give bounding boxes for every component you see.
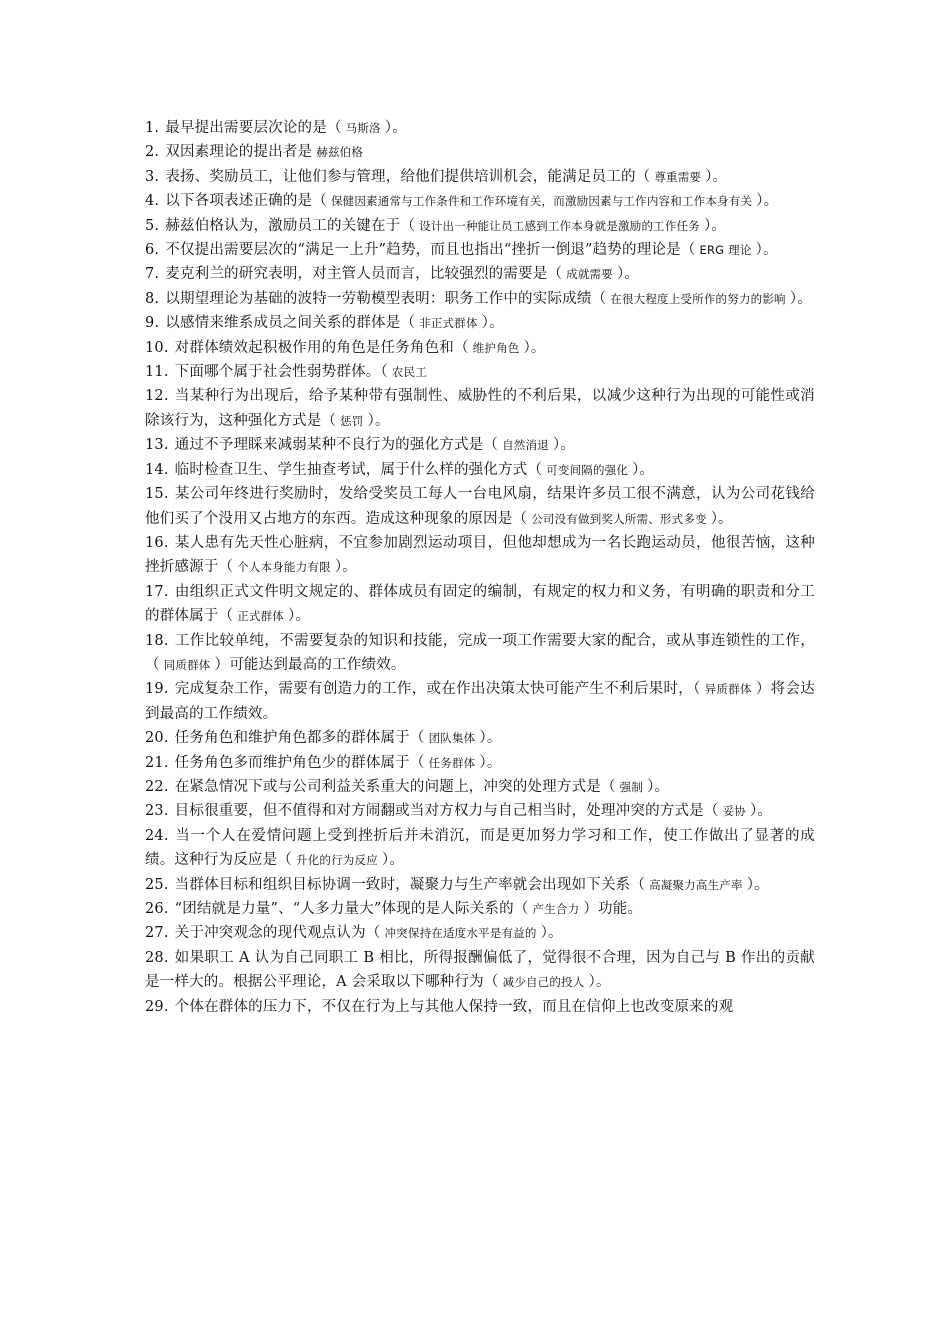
- question-stem: 关于冲突观念的现代观点认为（: [174, 925, 381, 942]
- question-tail: ）。: [705, 168, 728, 185]
- question-stem: 某公司年终进行奖励时，发给受奖员工每人一台电风扇，结果许多员工很不满意，认为公司花钱给他们买了个没用又占地方的东西。造成这种现象的原因是（: [145, 486, 815, 527]
- question-stem: 当一个人在爱情问题上受到挫折后并未消沉，而是更加努力学习和工作，使工作做出了显著的成绩。这种行为反应是（: [145, 827, 815, 869]
- answer-text: 任务群体: [428, 755, 476, 770]
- question-item: [145, 677, 815, 726]
- question-item: [145, 726, 815, 750]
- question-tail: ）。: [632, 461, 655, 478]
- question-item: [145, 336, 815, 360]
- question-stem: 不仅提出需要层次的“满足一上升”趋势，而且也指出“挫折一倒退”趋势的理论是（: [165, 242, 696, 259]
- question-item: [145, 580, 815, 629]
- question-number: 3.: [145, 168, 160, 185]
- answer-text: 农民工: [391, 365, 428, 380]
- answer-text: 赫兹伯格: [316, 145, 364, 160]
- question-item: [145, 531, 815, 580]
- answer-text: 高凝聚力高生产率: [649, 877, 743, 892]
- question-stem: 个体在群体的压力下，不仅在行为上与其他人保持一致，而且在信仰上也改变原来的观: [174, 998, 734, 1015]
- question-stem: 目标很重要，但不值得和对方闹翻或当对方权力与自己相当时，处理冲突的方式是（: [174, 803, 719, 820]
- question-tail: ）。: [481, 315, 504, 332]
- answer-text: 公司没有做到奖人所需、形式多变: [531, 511, 707, 526]
- question-tail: ）。: [789, 290, 812, 307]
- question-tail: ）。: [479, 754, 502, 771]
- question-item: [145, 458, 815, 482]
- question-number: 27.: [145, 925, 169, 942]
- question-item: [145, 629, 815, 678]
- question-item: [145, 238, 815, 262]
- question-stem: 由组织正式文件明文规定的、群体成员有固定的编制，有规定的权力和义务，有明确的职责和分工的群体属于（: [145, 583, 815, 625]
- question-item: [145, 799, 815, 823]
- question-tail: ）。: [746, 876, 769, 893]
- answer-text: 尊重需要: [654, 169, 702, 184]
- question-item: [145, 751, 815, 775]
- answer-text: 设计出一种能让员工感到工作本身就是激励的工作任务: [419, 218, 700, 233]
- question-number: 7.: [145, 266, 160, 283]
- answer-text: 异质群体: [704, 682, 752, 697]
- question-item: [145, 897, 815, 921]
- question-tail: ）将会达到最高的工作绩效。: [145, 681, 815, 722]
- question-tail: ）。: [479, 730, 502, 747]
- question-number: 18.: [145, 632, 169, 649]
- question-number: 9.: [145, 315, 160, 332]
- answer-text: 保健因素通常与工作条件和工作环境有关，而激励因素与工作内容和工作本身有关: [330, 194, 753, 209]
- question-number: 21.: [145, 754, 169, 771]
- answer-text: 马斯洛: [345, 121, 381, 135]
- question-item: [145, 995, 815, 1019]
- question-number: 19.: [145, 681, 169, 698]
- answer-text: 减少自己的投人: [502, 975, 585, 990]
- question-item: [145, 873, 815, 897]
- question-item: [145, 921, 815, 945]
- question-number: 14.: [145, 461, 169, 478]
- question-number: 24.: [145, 827, 169, 844]
- question-tail: ）。: [552, 437, 576, 454]
- question-tail: ）。: [540, 925, 563, 942]
- answer-text: 可变间隔的强化: [546, 462, 629, 477]
- question-stem: 以感情来维系成员之间关系的群体是（: [165, 315, 416, 332]
- answer-text: 成就需要: [566, 267, 613, 282]
- question-item: [145, 433, 815, 457]
- question-item: [145, 360, 815, 384]
- question-number: 15.: [145, 486, 169, 503]
- question-number: 17.: [145, 583, 169, 600]
- answer-text: 同质群体: [163, 657, 211, 672]
- question-stem: 任务角色多而维护角色少的群体属于（: [174, 754, 425, 771]
- question-tail: ）。: [647, 778, 670, 795]
- question-number: 26.: [145, 901, 169, 917]
- question-item: [145, 140, 815, 164]
- answer-text: 妥协: [722, 804, 746, 819]
- question-stem: 通过不予理睬来减弱某种不良行为的强化方式是（: [174, 437, 499, 454]
- question-item: [145, 824, 815, 873]
- question-item: [145, 165, 815, 189]
- question-item: [145, 262, 815, 286]
- question-number: 12.: [145, 388, 169, 405]
- answer-text: 强制: [619, 779, 644, 794]
- answer-text: 惩罚: [340, 413, 364, 428]
- question-number: 22.: [145, 778, 169, 795]
- question-number: 16.: [145, 534, 169, 551]
- question-item: [145, 116, 815, 140]
- answer-text: 维护角色: [472, 340, 520, 355]
- answer-text: 正式群体: [237, 609, 285, 624]
- answer-text: 非正式群体: [419, 316, 478, 331]
- question-number: 29.: [145, 998, 169, 1015]
- answer-text: 自然消退: [502, 438, 549, 453]
- answer-text: ERG 理论: [699, 243, 752, 258]
- question-number: 25.: [145, 876, 169, 893]
- question-tail: ）。: [616, 266, 640, 283]
- question-stem: 以期望理论为基础的波特一劳勒模型表明：职务工作中的实际成绩（: [165, 290, 607, 307]
- answer-text: 团队集体: [428, 731, 476, 746]
- question-list: [145, 116, 815, 1019]
- question-stem: 临时检查卫生、学生抽查考试，属于什么样的强化方式（: [174, 461, 543, 478]
- question-tail: ）。: [384, 120, 407, 136]
- question-stem: 任务角色和维护角色都多的群体属于（: [174, 730, 425, 747]
- question-number: 10.: [145, 339, 169, 356]
- answer-text: 个人本身能力有限: [237, 560, 331, 575]
- question-tail: ）。: [288, 608, 311, 625]
- question-stem: 当某种行为出现后，给予某种带有强制性、威胁性的不利后果，以减少这种行为出现的可能性或消除该行为，这种强化方式是（: [145, 388, 815, 429]
- question-stem: 如果职工 A 认为自己同职工 B 相比，所得报酬偏低了，觉得很不合理，因为自己与 B 作出的贡献是一样大的。根据公平理论，A 会采取以下哪种行为（: [145, 949, 815, 991]
- question-tail: ）。: [588, 974, 611, 991]
- answer-text: 产生合力: [532, 902, 580, 916]
- question-tail: ）。: [749, 803, 773, 820]
- question-item: [145, 189, 815, 213]
- question-number: 13.: [145, 437, 169, 454]
- question-stem: 以下各项表述正确的是（: [165, 193, 327, 210]
- question-stem: 对群体绩效起积极作用的角色是任务角色和（: [174, 339, 469, 356]
- question-number: 4.: [145, 193, 160, 210]
- question-stem: 双因素理论的提出者是: [165, 144, 313, 161]
- question-number: 6.: [145, 242, 160, 259]
- question-stem: 麦克利兰的研究表明，对主管人员而言，比较强烈的需要是（: [165, 266, 563, 283]
- answer-text: [733, 1000, 741, 1014]
- question-item: [145, 946, 815, 995]
- question-stem: 某人患有先天性心脏病，不宜参加剧烈运动项目，但他却想成为一名长跑运动员，他很苦恼，这种挫折感源于（: [145, 534, 815, 576]
- question-tail: ）。: [756, 193, 779, 210]
- question-number: 23.: [145, 803, 169, 820]
- question-number: 5.: [145, 217, 160, 234]
- question-stem: 完成复杂工作，需要有创造力的工作，或在作出决策太快可能产生不利后果时，（: [174, 681, 701, 698]
- question-tail: ）。: [523, 339, 546, 356]
- question-tail: ）。: [755, 242, 778, 259]
- question-number: 11.: [145, 364, 169, 381]
- answer-text: 在很大程度上受所作的努力的影响: [610, 291, 786, 306]
- question-tail: ）。: [334, 559, 357, 576]
- question-item: [145, 384, 815, 433]
- question-item: [145, 482, 815, 531]
- question-tail: ）。: [703, 217, 727, 234]
- question-tail: ）。: [381, 852, 405, 869]
- question-stem: 赫兹伯格认为，激励员工的关键在于（: [165, 217, 416, 234]
- question-stem: 下面哪个属于社会性弱势群体。（: [174, 364, 388, 381]
- question-number: 2.: [145, 144, 160, 161]
- question-tail: ）。: [367, 412, 390, 429]
- question-number: 8.: [145, 290, 160, 307]
- question-item: [145, 214, 815, 238]
- question-stem: 表扬、奖励员工，让他们参与管理，给他们提供培训机会，能满足员工的（: [165, 168, 651, 185]
- question-item: [145, 287, 815, 311]
- question-tail: ）。: [710, 510, 733, 527]
- question-stem: “团结就是力量”、“人多力量大”体现的是人际关系的（: [174, 901, 529, 917]
- question-tail: ）可能达到最高的工作绩效。: [214, 656, 406, 673]
- question-number: 20.: [145, 730, 169, 747]
- question-tail: ）功能。: [583, 901, 643, 917]
- question-stem: 最早提出需要层次论的是（: [165, 120, 342, 136]
- question-item: [145, 775, 815, 799]
- question-number: 28.: [145, 949, 169, 966]
- question-number: 1.: [145, 120, 160, 136]
- answer-text: 冲突保持在适度水平是有益的: [384, 926, 537, 941]
- question-item: [145, 311, 815, 335]
- question-stem: 工作比较单纯，不需要复杂的知识和技能，完成一项工作需要大家的配合，或从事连锁性的工作，（: [145, 632, 815, 673]
- question-stem: 当群体目标和组织目标协调一致时，凝聚力与生产率就会出现如下关系（: [174, 876, 646, 893]
- question-stem: 在紧急情况下或与公司利益关系重大的问题上，冲突的处理方式是（: [174, 778, 616, 795]
- answer-text: 升化的行为反应: [296, 853, 378, 868]
